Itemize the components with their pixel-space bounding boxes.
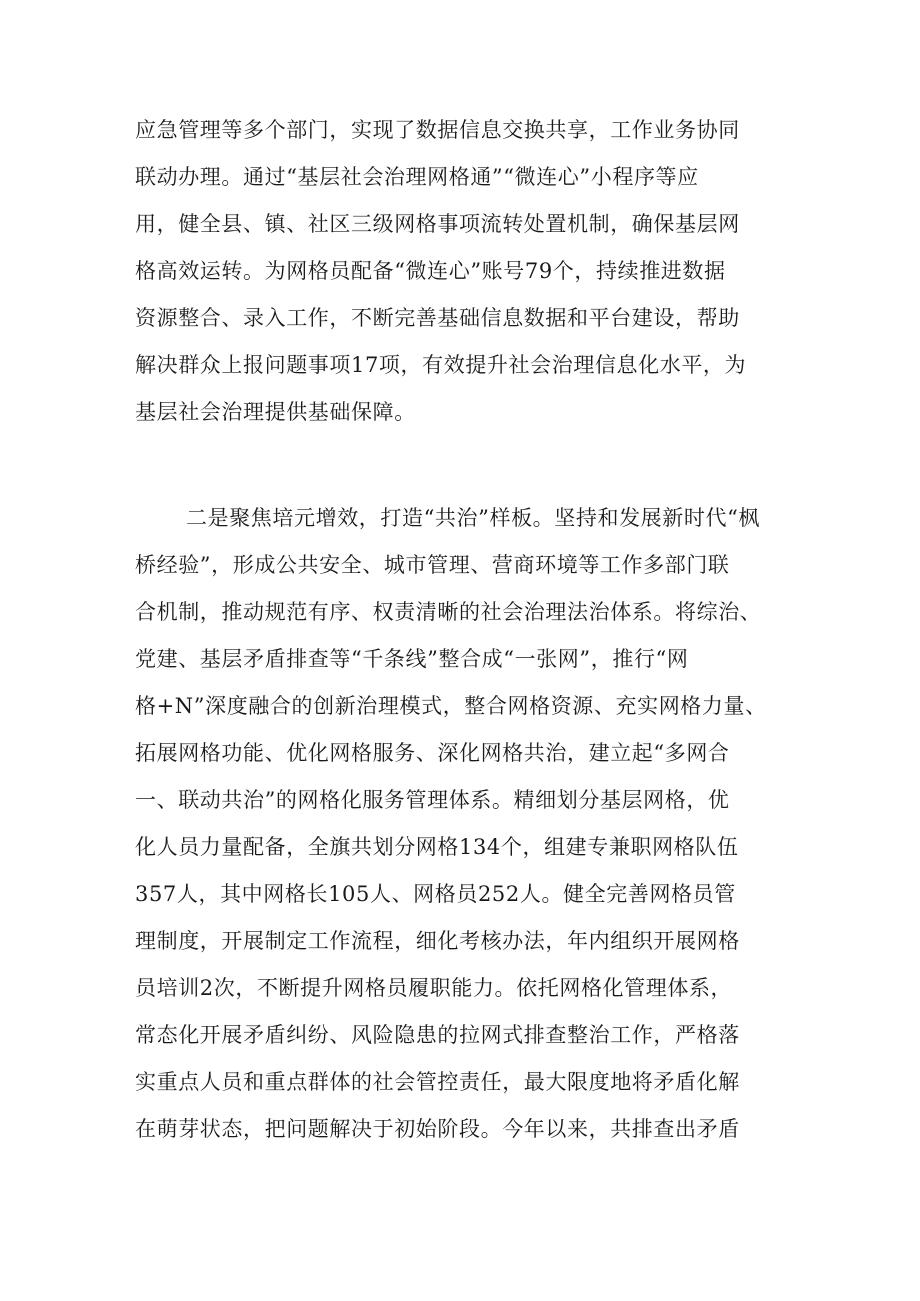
paragraph-line: 用，健全县、镇、社区三级网格事项流转处置机制，确保基层网 [135,212,740,236]
paragraph-line: 桥经验”，形成公共安全、城市管理、营商环境等工作多部门联 [135,553,730,577]
paragraph-line: 解决群众上报问题事项17项，有效提升社会治理信息化水平，为 [135,353,747,377]
paragraph-line: 党建、基层矛盾排查等“千条线”整合成“一张网”，推行“网 [135,647,689,671]
paragraph-line: 资源整合、录入工作，不断完善基础信息数据和平台建设，帮助 [135,306,740,330]
paragraph-line: 联动办理。通过“基层社会治理网格通”“微连心”小程序等应 [135,165,699,189]
paragraph-line: 拓展网格功能、优化网格服务、深化网格共治，建立起“多网合 [135,741,730,765]
paragraph-line: 常态化开展矛盾纠纷、风险隐患的拉网式排查整治工作，严格落 [135,1023,740,1047]
paragraph-line: 实重点人员和重点群体的社会管控责任，最大限度地将矛盾化解 [135,1070,740,1094]
paragraph-line: 合机制，推动规范有序、权责清晰的社会治理法治体系。将综治、 [135,600,762,624]
paragraph-line: 应急管理等多个部门，实现了数据信息交换共享，工作业务协同 [135,118,740,142]
paragraph-line: 357人，其中网格长105人、网格员252人。健全完善网格员管 [135,882,736,906]
paragraph-line: 员培训2次，不断提升网格员履职能力。依托网格化管理体系， [135,976,733,1000]
paragraph-line: 一、联动共治”的网格化服务管理体系。精细划分基层网格，优 [135,788,730,812]
paragraph-line: 在萌芽状态，把问题解决于初始阶段。今年以来，共排查出矛盾 [135,1117,740,1141]
paragraph-line: 格高效运转。为网格员配备“微连心”账号79个，持续推进数据 [135,259,726,283]
paragraph-line: 格+N”深度融合的创新治理模式，整合网格资源、充实网格力量、 [135,694,767,718]
paragraph-line: 二是聚焦培元增效，打造“共治”样板。坚持和发展新时代“枫 [186,506,761,530]
paragraph-line: 理制度，开展制定工作流程，细化考核办法，年内组织开展网格 [135,929,740,953]
paragraph-line: 基层社会治理提供基础保障。 [135,400,416,424]
paragraph-line: 化人员力量配备，全旗共划分网格134个，组建专兼职网格队伍 [135,835,739,859]
